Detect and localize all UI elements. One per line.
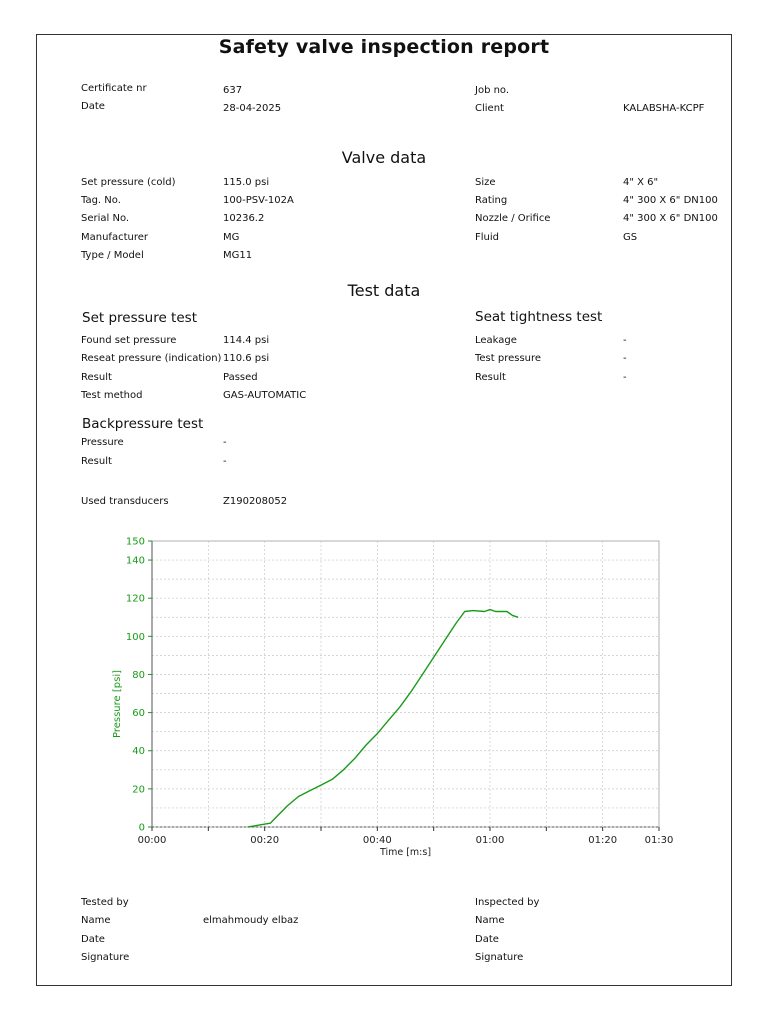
valve-left-value: MG11 xyxy=(223,250,253,261)
set-pressure-test-heading: Set pressure test xyxy=(82,310,197,326)
certificate-label: Certificate nr xyxy=(81,83,147,94)
valve-right-label: Fluid xyxy=(475,232,499,243)
y-tick-label: 80 xyxy=(132,669,145,681)
set-test-value: 114.4 psi xyxy=(223,335,270,346)
set-test-value: 110.6 psi xyxy=(223,353,270,364)
valve-left-label: Set pressure (cold) xyxy=(81,177,176,188)
set-test-value: GAS-AUTOMATIC xyxy=(223,390,307,401)
set-test-label: Found set pressure xyxy=(81,335,177,346)
y-tick-label: 60 xyxy=(132,708,145,720)
test-data-heading: Test data xyxy=(347,281,421,300)
x-tick-label: 01:30 xyxy=(644,835,674,846)
y-tick-label: 150 xyxy=(125,536,145,548)
valve-left-label: Tag. No. xyxy=(81,195,121,206)
tester-signature-label: Signature xyxy=(81,952,130,963)
y-tick-label: 20 xyxy=(132,784,145,796)
inspector-signature-label: Signature xyxy=(475,952,524,963)
used-transducers-label: Used transducers xyxy=(81,496,169,507)
valve-right-value: GS xyxy=(623,232,638,243)
valve-left-label: Type / Model xyxy=(81,250,144,261)
tester-name-value: elmahmoudy elbaz xyxy=(203,915,299,926)
inspector-date-label: Date xyxy=(475,934,499,945)
tester-name-label: Name xyxy=(81,915,111,926)
set-test-label: Reseat pressure (indication) xyxy=(81,353,222,364)
seat-test-label: Result xyxy=(475,372,506,383)
x-axis-label: Time [m:s] xyxy=(379,847,432,858)
x-tick-label: 00:00 xyxy=(137,835,167,846)
back-test-label: Result xyxy=(81,456,112,467)
valve-right-value: 4" 300 X 6" DN100 xyxy=(623,195,718,206)
backpressure-test-heading: Backpressure test xyxy=(82,416,204,432)
job-label: Job no. xyxy=(475,85,510,96)
valve-left-value: 115.0 psi xyxy=(223,177,270,188)
back-test-label: Pressure xyxy=(81,437,124,448)
y-tick-label: 0 xyxy=(138,822,145,834)
seat-tightness-test-heading: Seat tightness test xyxy=(475,309,603,325)
seat-test-label: Test pressure xyxy=(475,353,542,364)
valve-left-value: MG xyxy=(223,232,240,243)
set-test-label: Test method xyxy=(81,390,143,401)
seat-test-label: Leakage xyxy=(475,335,517,346)
valve-left-label: Serial No. xyxy=(81,213,130,224)
seat-test-value: - xyxy=(623,353,627,364)
valve-left-label: Manufacturer xyxy=(81,232,148,243)
valve-right-value: 4" X 6" xyxy=(623,177,659,188)
x-tick-label: 00:20 xyxy=(250,835,280,846)
set-test-value: Passed xyxy=(223,372,258,383)
y-tick-label: 120 xyxy=(125,593,145,605)
plot-area xyxy=(152,541,659,827)
seat-test-value: - xyxy=(623,372,627,383)
tested-by-label: Tested by xyxy=(81,897,129,908)
client-value: KALABSHA-KCPF xyxy=(623,103,705,114)
y-tick-label: 100 xyxy=(125,631,145,643)
x-tick-label: 00:40 xyxy=(362,835,392,846)
x-tick-label: 01:00 xyxy=(475,835,505,846)
valve-right-value: 4" 300 X 6" DN100 xyxy=(623,213,718,224)
set-test-label: Result xyxy=(81,372,112,383)
date-value: 28-04-2025 xyxy=(223,103,282,114)
certificate-value: 637 xyxy=(223,85,243,96)
inspected-by-label: Inspected by xyxy=(475,897,540,908)
y-tick-label: 140 xyxy=(125,555,145,567)
x-tick-label: 01:20 xyxy=(588,835,618,846)
valve-right-label: Size xyxy=(475,177,496,188)
tester-date-label: Date xyxy=(81,934,105,945)
seat-test-value: - xyxy=(623,335,627,346)
used-transducers-value: Z190208052 xyxy=(223,496,288,507)
back-test-value: - xyxy=(223,437,227,448)
valve-data-heading: Valve data xyxy=(341,148,427,167)
inspector-name-label: Name xyxy=(475,915,505,926)
valve-left-value: 100-PSV-102A xyxy=(223,195,294,206)
report-title: Safety valve inspection report xyxy=(218,36,550,58)
date-label: Date xyxy=(81,101,105,112)
client-label: Client xyxy=(475,103,504,114)
y-axis-label: Pressure [psi] xyxy=(112,669,123,739)
valve-right-label: Rating xyxy=(475,195,508,206)
y-tick-label: 40 xyxy=(132,746,145,758)
valve-left-value: 10236.2 xyxy=(223,213,265,224)
valve-right-label: Nozzle / Orifice xyxy=(475,213,551,224)
back-test-value: - xyxy=(223,456,227,467)
